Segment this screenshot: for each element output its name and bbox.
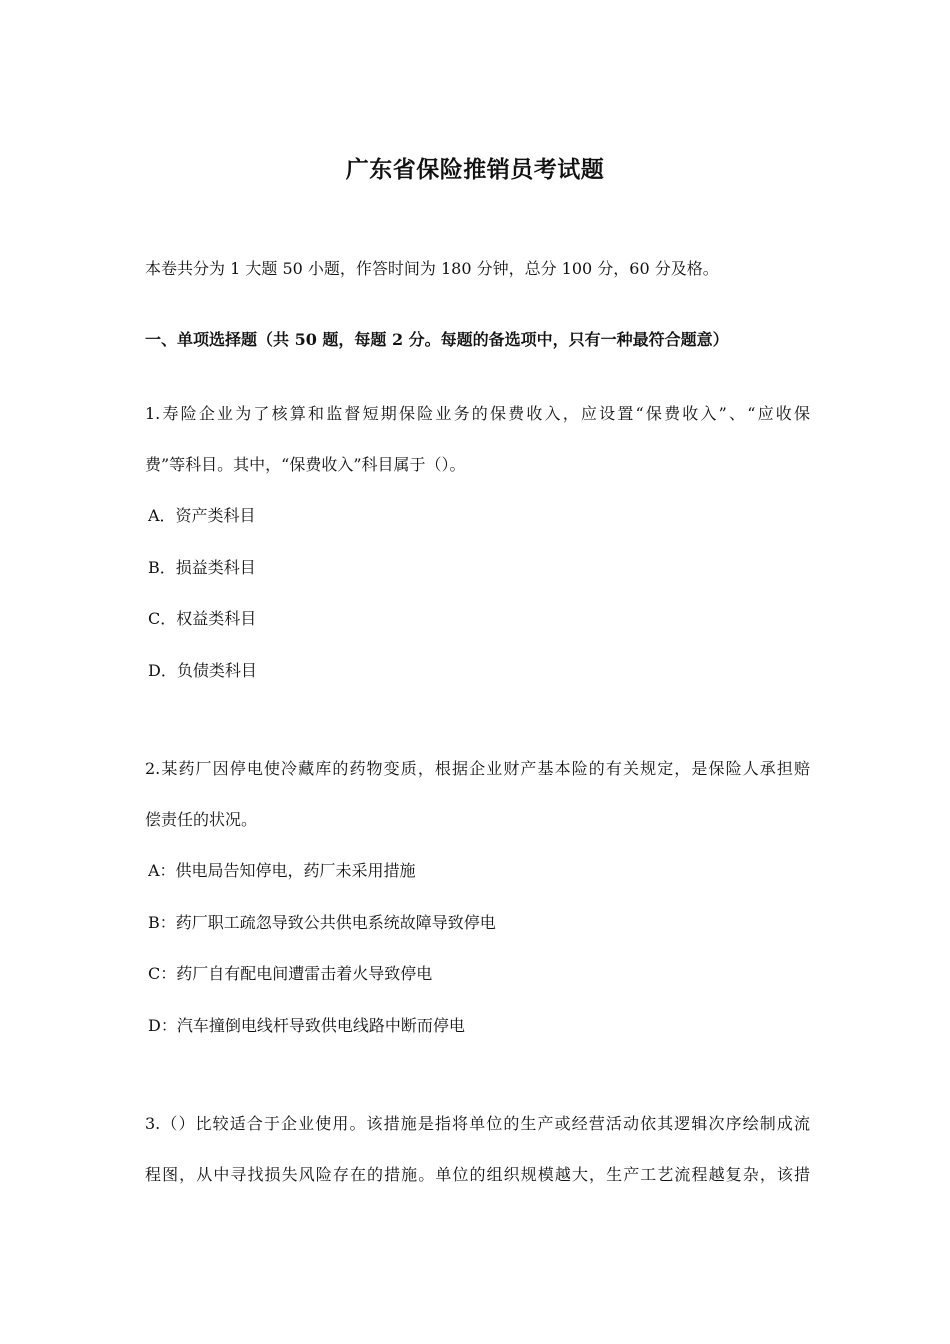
question-2-line-2: 偿责任的状况。 — [145, 810, 258, 829]
question-1-line-2: 费”等科目。其中，“保费收入”科目属于（）。 — [145, 455, 466, 474]
section-heading: 一、单项选择题（共 50 题，每题 2 分。每题的备选项中，只有一种最符合题意） — [145, 330, 729, 349]
question-2-option-d: D：汽车撞倒电线杆导致供电线路中断而停电 — [148, 1016, 465, 1035]
page-title: 广东省保险推销员考试题 — [345, 156, 605, 183]
question-1-option-d: D．负债类科目 — [148, 661, 257, 680]
question-1-option-a: A．资产类科目 — [148, 506, 256, 525]
question-3-line-2: 程图，从中寻找损失风险存在的措施。单位的组织规模越大，生产工艺流程越复杂，该措 — [145, 1165, 810, 1184]
question-3-line-1: 3.（）比较适合于企业使用。该措施是指将单位的生产或经营活动依其逻辑次序绘制成流 — [145, 1114, 810, 1133]
question-2-option-c: C：药厂自有配电间遭雷击着火导致停电 — [148, 964, 433, 983]
exam-intro: 本卷共分为 1 大题 50 小题，作答时间为 180 分钟，总分 100 分，60 分及格。 — [145, 259, 719, 278]
question-1-line-1: 1.寿险企业为了核算和监督短期保险业务的保费收入，应设置“保费收入”、“应收保 — [145, 404, 810, 423]
question-2-option-a: A：供电局告知停电，药厂未采用措施 — [148, 861, 416, 880]
question-2-option-b: B：药厂职工疏忽导致公共供电系统故障导致停电 — [148, 913, 496, 932]
question-2-line-1: 2.某药厂因停电使冷藏库的药物变质，根据企业财产基本险的有关规定，是保险人承担赔 — [145, 759, 810, 778]
question-1-option-c: C．权益类科目 — [148, 609, 257, 628]
question-1-option-b: B．损益类科目 — [148, 558, 256, 577]
